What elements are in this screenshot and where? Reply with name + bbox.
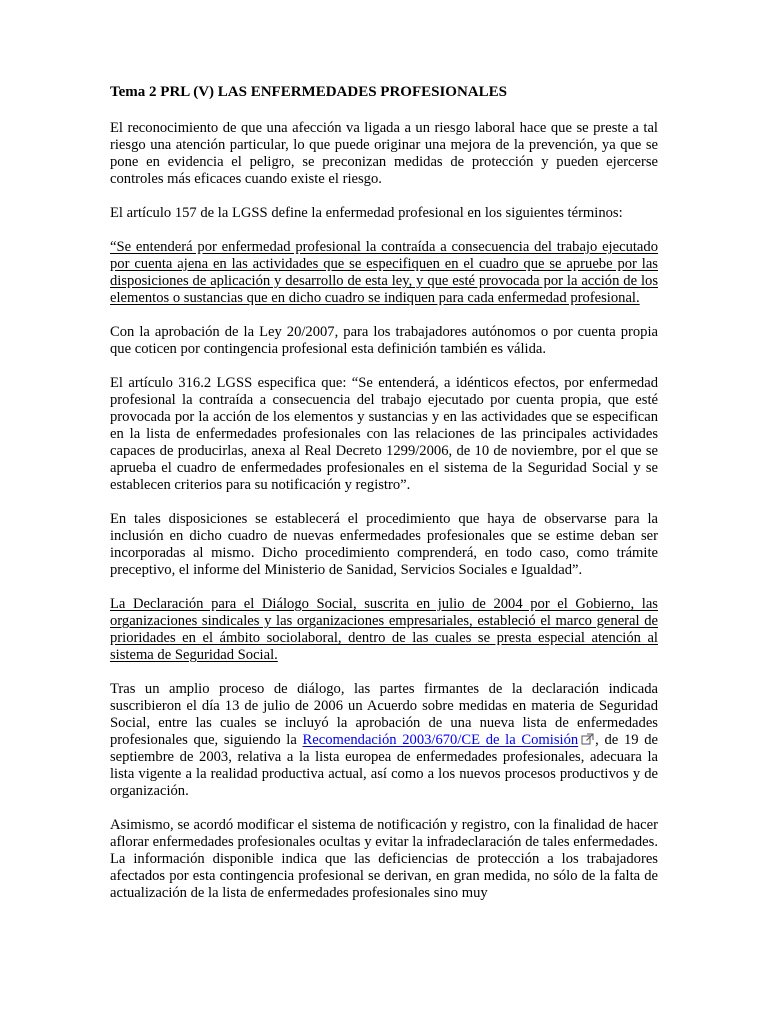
- paragraph-article-157: El artículo 157 de la LGSS define la enfermedad profesional en los siguientes términos:: [110, 205, 623, 221]
- paragraph-acuerdo: [110, 681, 658, 800]
- paragraph-intro: El reconocimiento de que una afección va ligada a un riesgo laboral hace que se preste a tal riesgo una atención particular, lo que puede originar una mejora de la prevención, ya que se pone en evidencia el peligro, se preconizan medidas de protección y pueden ejercerse controles más eficaces cuando existe el riesgo.: [110, 120, 658, 187]
- paragraph-definition-quote: “Se entenderá por enfermedad profesional la contraída a consecuencia del trabajo ejecutado por cuenta ajena en las actividades que se especifiquen en el cuadro que se apruebe por las disposiciones de aplicación y desarrollo de esta ley, y que esté provocada por la acción de los elementos o sustancias que en dicho cuadro se indiquen para cada enfermedad profesional.: [110, 239, 658, 306]
- paragraph-ley-20-2007: Con la aprobación de la Ley 20/2007, para los trabajadores autónomos o por cuenta propia que coticen por contingencia profesional esta definición también es válida.: [110, 324, 658, 357]
- document-title: Tema 2 PRL (V) LAS ENFERMEDADES PROFESIONALES: [110, 84, 507, 100]
- external-link-icon[interactable]: [581, 733, 594, 746]
- acuerdo-text-after: , de 19 de septiembre de 2003, relativa a la lista europea de enfermedades profesionales, adecuara la lista vigente a la realidad productiva actual, así como a los nuevos procesos productivos y de organización.: [110, 732, 658, 799]
- recomendacion-link[interactable]: Recomendación 2003/670/CE de la Comisión: [302, 732, 579, 748]
- acuerdo-text-before: Tras un amplio proceso de diálogo, las partes firmantes de la declaración indicada suscribieron el día 13 de julio de 2006 un Acuerdo sobre medidas en materia de Seguridad Social, entre las cuales se incluyó la aprobación de una nueva lista de enfermedades profesionales que, siguiendo la: [110, 681, 658, 748]
- paragraph-dialogo-social: La Declaración para el Diálogo Social, suscrita en julio de 2004 por el Gobierno, las organizaciones sindicales y las organizaciones empresariales, estableció el marco general de prioridades en el ámbito sociolaboral, dentro de las cuales se presta especial atención al sistema de Seguridad Social.: [110, 596, 658, 663]
- paragraph-notificacion: Asimismo, se acordó modificar el sistema de notificación y registro, con la finalidad de hacer aflorar enfermedades profesionales ocultas y evitar la infradeclaración de tales enfermedades. La información disponible indica que las deficiencias de protección a los trabajadores afectados por esta contingencia profesional se derivan, en gran medida, no sólo de la falta de actualización de la lista de enfermedades profesionales sino muy: [110, 817, 658, 901]
- paragraph-article-316: El artículo 316.2 LGSS especifica que: “Se entenderá, a idénticos efectos, por enfermedad profesional la contraída a consecuencia del trabajo ejecutado por cuenta propia, que esté provocada por la acción de los elementos y sustancias y en las actividades que se especifican en la lista de enfermedades profesionales con las relaciones de las principales actividades capaces de producirlas, anexa al Real Decreto 1299/2006, de 10 de noviembre, por el que se aprueba el cuadro de enfermedades profesionales en el sistema de la Seguridad Social y se establecen criterios para su notificación y registro”.: [110, 375, 658, 493]
- paragraph-procedimiento: En tales disposiciones se establecerá el procedimiento que haya de observarse para la inclusión en dicho cuadro de nuevas enfermedades profesionales que se estime deban ser incorporadas al mismo. Dicho procedimiento comprenderá, en todo caso, como trámite preceptivo, el informe del Ministerio de Sanidad, Servicios Sociales e Igualdad”.: [110, 511, 658, 578]
